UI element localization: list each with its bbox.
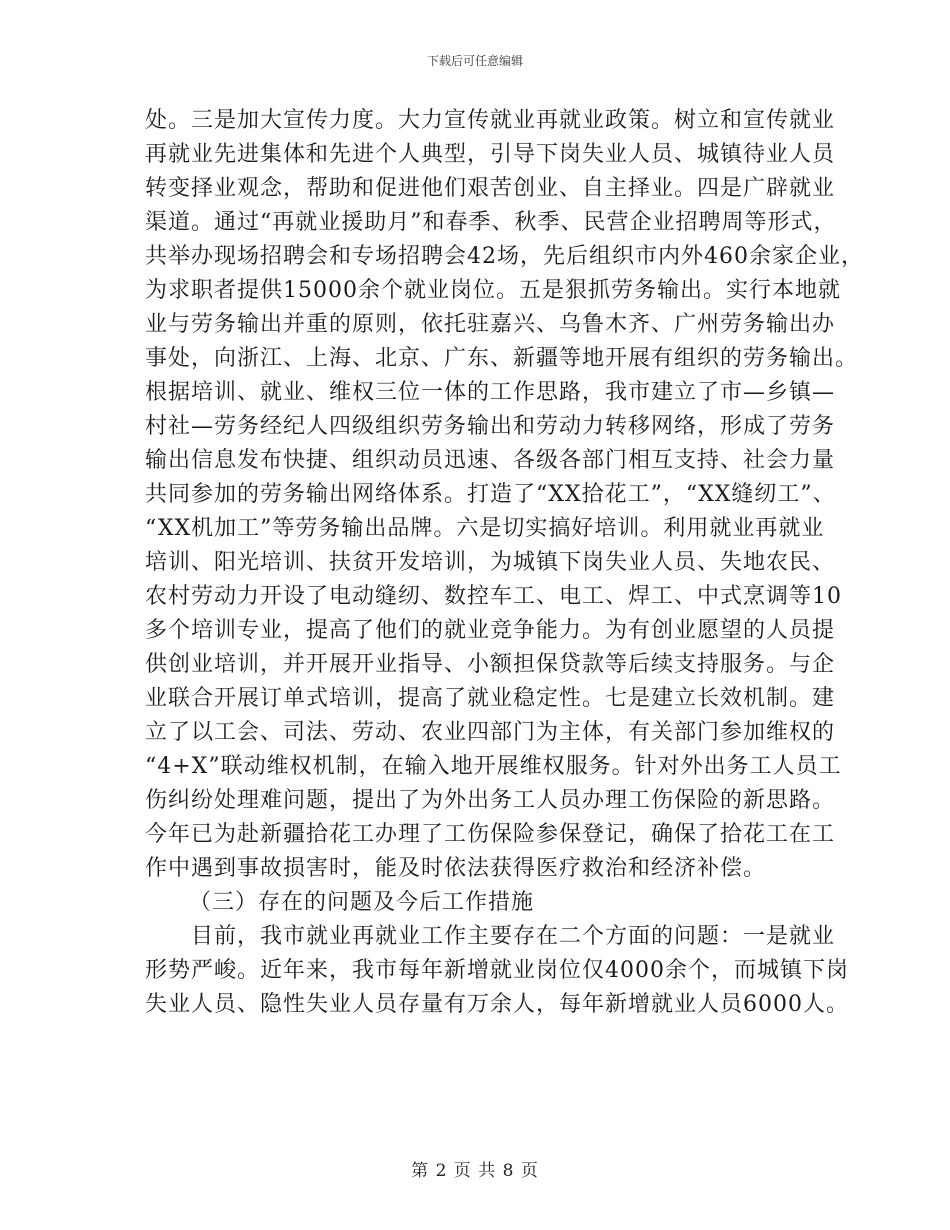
body-line: “4+X”联动维权机制，在输入地开展维权服务。针对外出务工人员工	[145, 754, 842, 779]
body-line: 农村劳动力开设了电动缝纫、数控车工、电工、焊工、中式烹调等10	[145, 584, 842, 609]
document-body	[145, 104, 864, 1022]
body-line: 村社—劳务经纪人四级组织劳务输出和劳动力转移网络，形成了劳务	[145, 414, 836, 439]
body-line: 失业人员、隐性失业人员存量有万余人，每年新增就业人员6000人。	[145, 992, 849, 1017]
body-line: 立了以工会、司法、劳动、农业四部门为主体，有关部门参加维权的	[145, 720, 836, 745]
body-line: 培训、阳光培训、扶贫开发培训，为城镇下岗失业人员、失地农民、	[145, 550, 836, 575]
body-line: 业联合开展订单式培训，提高了就业稳定性。七是建立长效机制。建	[145, 686, 836, 711]
body-line: 处。三是加大宣传力度。大力宣传就业再就业政策。树立和宣传就业	[145, 108, 836, 133]
body-line: 今年已为赴新疆拾花工办理了工伤保险参保登记，确保了拾花工在工	[145, 822, 836, 847]
body-line: 伤纠纷处理难问题，提出了为外出务工人员办理工伤保险的新思路。	[145, 788, 836, 813]
body-line: 事处，向浙江、上海、北京、广东、新疆等地开展有组织的劳务输出。	[145, 346, 859, 371]
body-line: 渠道。通过“再就业援助月”和春季、秋季、民营企业招聘周等形式，	[145, 210, 837, 235]
section-heading: （三）存在的问题及今后工作措施	[189, 890, 535, 915]
body-line: 形势严峻。近年来，我市每年新增就业岗位仅4000余个，而城镇下岗	[145, 958, 849, 983]
body-line: 作中遇到事故损害时，能及时依法获得医疗救治和经济补偿。	[145, 856, 767, 881]
header-note: 下载后可任意编辑	[426, 54, 523, 68]
body-line: 共同参加的劳务输出网络体系。打造了“XX拾花工”，“XX缝纫工”、	[145, 482, 836, 507]
body-line: 多个培训专业，提高了他们的就业竞争能力。为有创业愿望的人员提	[145, 618, 836, 643]
body-line: 转变择业观念，帮助和促进他们艰苦创业、自主择业。四是广辟就业	[145, 176, 836, 201]
body-line: 为求职者提供15000余个就业岗位。五是狠抓劳务输出。实行本地就	[145, 278, 841, 303]
body-line: 目前，我市就业再就业工作主要存在二个方面的问题：一是就业	[191, 924, 836, 949]
page-footer: 第 2 页 共 8 页	[411, 1161, 539, 1181]
body-line: 根据培训、就业、维权三位一体的工作思路，我市建立了市—乡镇—	[145, 380, 836, 405]
body-line: 业与劳务输出并重的原则，依托驻嘉兴、乌鲁木齐、广州劳务输出办	[145, 312, 836, 337]
body-line: “XX机加工”等劳务输出品牌。六是切实搞好培训。利用就业再就业	[145, 516, 825, 541]
body-line: 共举办现场招聘会和专场招聘会42场，先后组织市内外460余家企业，	[145, 244, 864, 269]
body-line: 供创业培训，并开展开业指导、小额担保贷款等后续支持服务。与企	[145, 652, 836, 677]
body-line: 再就业先进集体和先进个人典型，引导下岗失业人员、城镇待业人员	[145, 142, 836, 167]
body-line: 输出信息发布快捷、组织动员迅速、各级各部门相互支持、社会力量	[145, 448, 836, 473]
